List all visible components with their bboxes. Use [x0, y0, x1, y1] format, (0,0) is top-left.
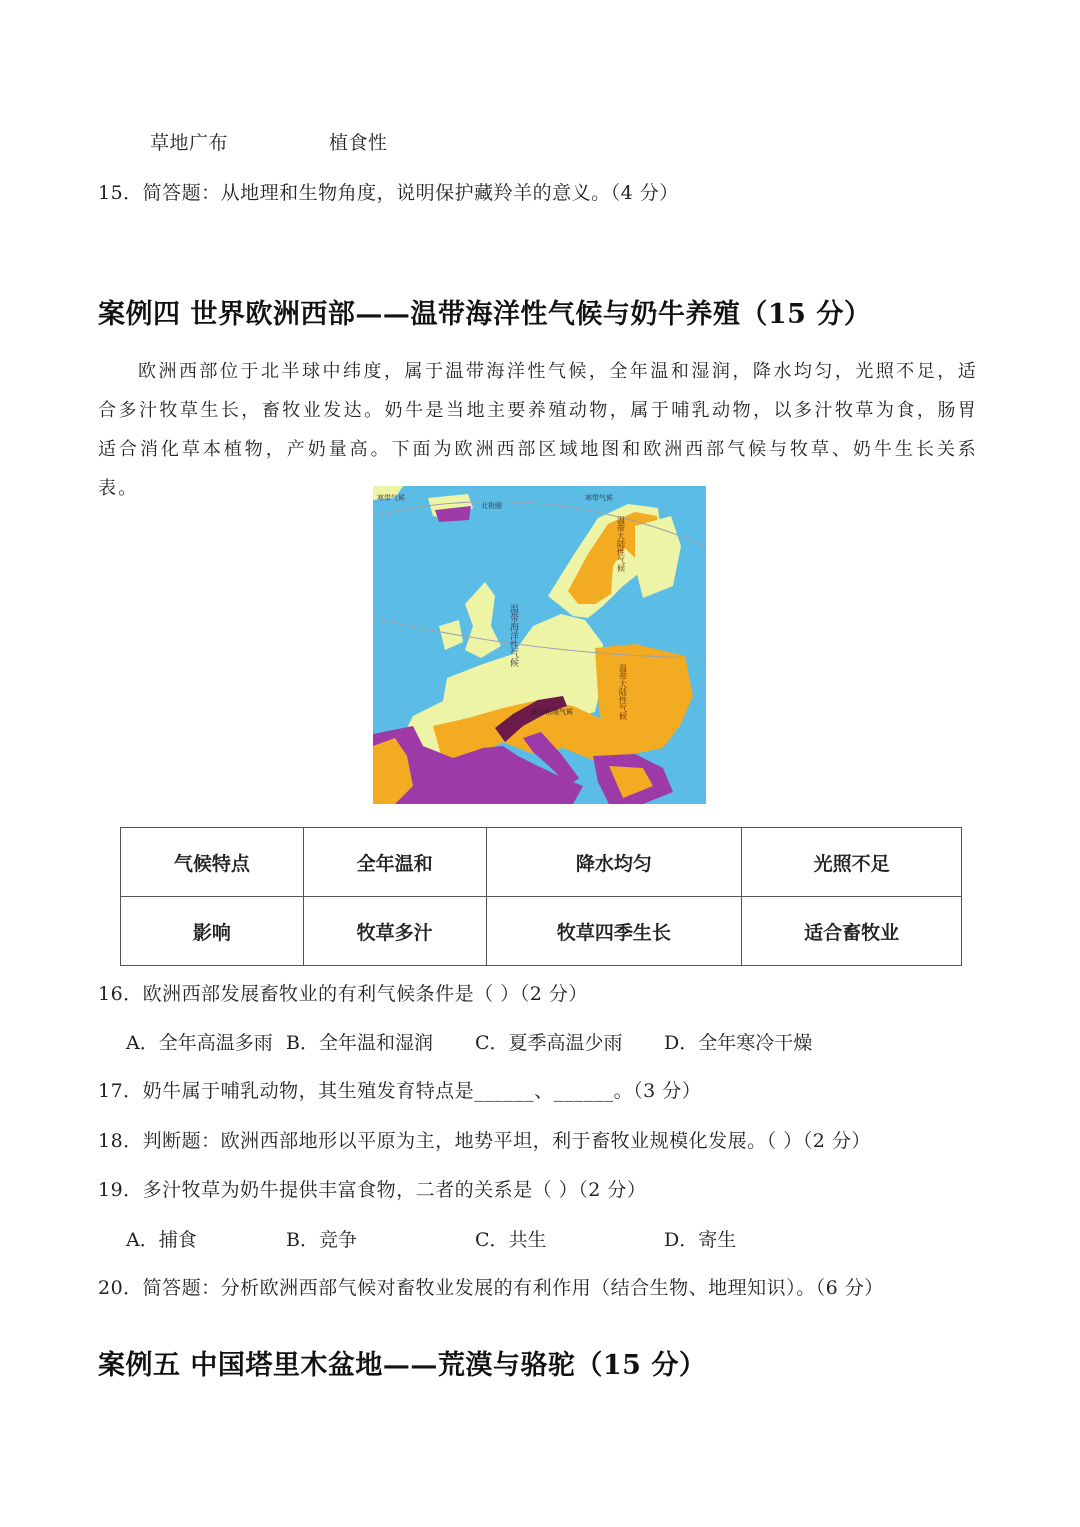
- label-alpine: 高山山地气候: [531, 708, 573, 716]
- question-18: 18．判断题：欧洲西部地形以平原为主，地势平坦，利于畜牧业规模化发展。（ ）（2 分）: [98, 1130, 871, 1152]
- q16-option-c: C．夏季高温少雨: [475, 1032, 623, 1054]
- q19-option-d: D．寄生: [664, 1229, 737, 1251]
- table-cell: 全年温和: [303, 828, 486, 897]
- climate-table: [120, 827, 962, 966]
- table-row: [121, 897, 962, 966]
- q19-option-c: C．共生: [475, 1229, 547, 1251]
- label-ocean-climate: 温带海洋性气候: [508, 604, 518, 667]
- question-17: 17．奶牛属于哺乳动物，其生殖发育特点是______、______。（3 分）: [98, 1080, 702, 1102]
- case5-title: 案例五 中国塔里木盆地——荒漠与骆驼（15 分）: [98, 1350, 707, 1381]
- question-20: 20．简答题：分析欧洲西部气候对畜牧业发展的有利作用（结合生物、地理知识）。（6 分）: [98, 1277, 884, 1299]
- q16-option-a: A．全年高温多雨: [126, 1032, 273, 1054]
- q16-option-b: B．全年温和湿润: [286, 1032, 433, 1054]
- case4-intro: 欧洲西部位于北半球中纬度，属于温带海洋性气候，全年温和湿润，降水均匀，光照不足，适合多汁牧草生长，畜牧业发达。奶牛是当地主要养殖动物，属于哺乳动物，以多汁牧草为食，肠胃适合消化草本植物，产奶量高。下面为欧洲西部区域地图和欧洲西部气候与牧草、奶牛生长关系表。: [98, 361, 978, 499]
- label-continental-2: 温带大陆性气候: [618, 664, 628, 720]
- label-cold-1: 寒带气候: [377, 494, 405, 502]
- label-cold-2: 寒带气候: [585, 494, 613, 502]
- prev-cell-1: 草地广布: [150, 132, 229, 154]
- table-cell: 影响: [121, 897, 304, 966]
- question-15: 15．简答题：从地理和生物角度，说明保护藏羚羊的意义。（4 分）: [98, 182, 679, 204]
- label-continental-1: 温带大陆性气候: [616, 516, 626, 572]
- table-row: [121, 828, 962, 897]
- table-cell: 牧草多汁: [303, 897, 486, 966]
- table-cell: 气候特点: [121, 828, 304, 897]
- question-16: 16．欧洲西部发展畜牧业的有利气候条件是（ ）（2 分）: [98, 983, 588, 1005]
- case4-title: 案例四 世界欧洲西部——温带海洋性气候与奶牛养殖（15 分）: [98, 299, 872, 330]
- question-19: 19．多汁牧草为奶牛提供丰富食物，二者的关系是（ ）（2 分）: [98, 1179, 647, 1201]
- label-arctic-circle: 北极圈: [481, 502, 502, 510]
- table-cell: 降水均匀: [486, 828, 742, 897]
- prev-cell-2: 植食性: [329, 132, 388, 154]
- table-cell: 牧草四季生长: [486, 897, 742, 966]
- europe-climate-map: [373, 486, 706, 804]
- table-cell: 适合畜牧业: [742, 897, 962, 966]
- table-cell: 光照不足: [742, 828, 962, 897]
- q19-option-b: B．竞争: [286, 1229, 357, 1251]
- q19-option-a: A．捕食: [126, 1229, 197, 1251]
- q16-option-d: D．全年寒冷干燥: [664, 1032, 813, 1054]
